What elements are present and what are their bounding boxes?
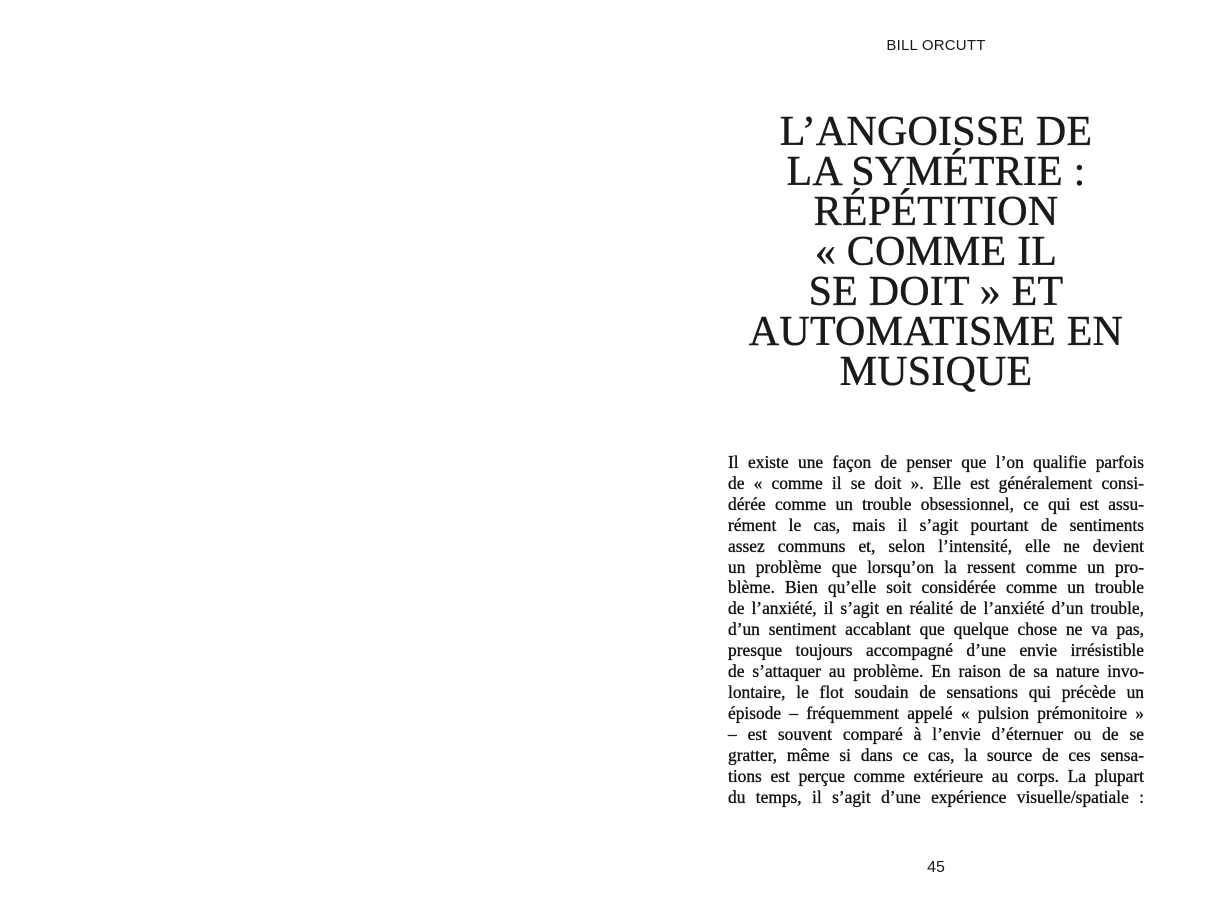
chapter-title xyxy=(716,109,1156,395)
body-line: rément le cas, mais il s’agit pourtant de sentiments xyxy=(728,514,1144,535)
chapter-title-line: LA SYMÉTRIE : xyxy=(786,149,1086,195)
body-line: Il existe une façon de penser que l’on qualifie parfois xyxy=(728,452,1144,472)
body-line: – est souvent comparé à l’envie d’éternuer ou de se xyxy=(728,723,1144,744)
chapter-title-line: « COMME IL xyxy=(814,229,1058,275)
chapter-title-line: MUSIQUE xyxy=(839,349,1033,395)
running-head-author: BILL ORCUTT xyxy=(886,37,986,54)
running-head xyxy=(616,37,1232,54)
body-line: un problème que lorsqu’on la ressent comme un pro- xyxy=(728,556,1144,577)
body-line: lontaire, le flot soudain de sensations qui précède un xyxy=(728,681,1144,702)
body-line: de « comme il se doit ». Elle est généralement consi- xyxy=(728,472,1144,493)
body-line: presque toujours accompagné d’une envie irrésistible xyxy=(728,640,1144,661)
body-line: d’un sentiment accablant que quelque chose ne va pas, xyxy=(728,619,1144,640)
body-line: épisode – fréquemment appelé « pulsion prémonitoire » xyxy=(728,702,1144,723)
chapter-title-line: SE DOIT » ET xyxy=(808,269,1064,315)
body-line: tions est perçue comme extérieure au corps. La plupart xyxy=(728,765,1144,786)
chapter-title-line: RÉPÉTITION xyxy=(813,189,1059,235)
body-paragraph xyxy=(728,452,1144,807)
body-line: de l’anxiété, il s’agit en réalité de l’anxiété d’un trouble, xyxy=(728,598,1144,619)
body-line: gratter, même si dans ce cas, la source de ces sensa- xyxy=(728,744,1144,765)
body-line: dérée comme un trouble obsessionnel, ce qui est assu- xyxy=(728,493,1144,514)
body-line: de s’attaquer au problème. En raison de sa nature invo- xyxy=(728,661,1144,682)
right-page xyxy=(616,0,1232,912)
body-line: du temps, il s’agit d’une expérience visuelle/spatiale : xyxy=(728,786,1144,807)
body-line: assez communs et, selon l’intensité, elle ne devient xyxy=(728,535,1144,556)
page-number: 45 xyxy=(927,859,945,876)
chapter-title-line: L’ANGOISSE DE xyxy=(779,109,1093,155)
chapter-title-line: AUTOMATISME EN xyxy=(748,309,1124,355)
body-line: blème. Bien qu’elle soit considérée comme un trouble xyxy=(728,577,1144,598)
